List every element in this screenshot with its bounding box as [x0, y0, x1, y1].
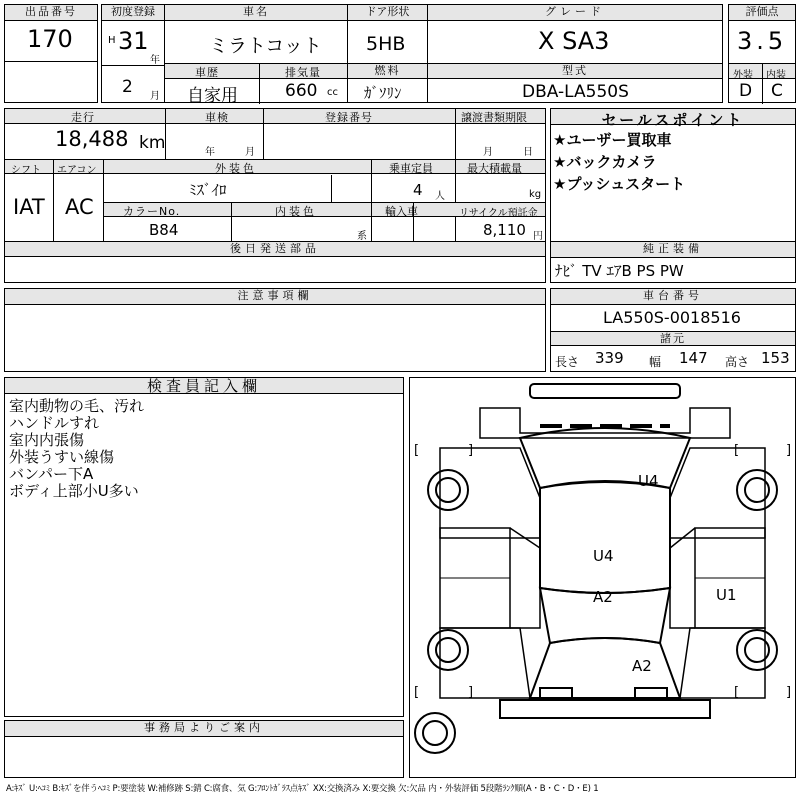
- insp-year-unit: 年: [205, 147, 215, 158]
- damage-mark: U1: [716, 586, 737, 604]
- int-color-unit: 系: [357, 231, 367, 242]
- len-value: 339: [595, 349, 624, 367]
- displacement-value: 660: [285, 81, 318, 101]
- mileage-unit: km: [139, 133, 166, 153]
- later-parts-box: [4, 241, 546, 283]
- svg-text:]: ]: [468, 443, 474, 458]
- first-reg-label: 初度登録: [102, 5, 164, 21]
- car-diagram: [409, 377, 796, 778]
- inspector-box: [4, 377, 404, 717]
- door-value: 5HB: [366, 33, 406, 55]
- ext-score: D: [739, 81, 753, 101]
- model-label: 型式: [428, 64, 722, 79]
- svg-text:]: ]: [786, 443, 792, 458]
- transfer-label: 譲渡書類期限: [461, 111, 527, 124]
- capacity-unit: 人: [435, 191, 445, 202]
- import-label: 輸入車: [385, 205, 418, 218]
- equipment-label: 純正装備: [551, 242, 795, 258]
- office-box: [4, 720, 404, 778]
- svg-text:]: ]: [468, 685, 474, 700]
- int-color-label: 内装色: [275, 205, 317, 218]
- car-name-label: 車名: [165, 5, 347, 21]
- aircon-value: AC: [65, 195, 94, 219]
- recycle-label: リサイクル預託金: [459, 208, 538, 219]
- history-label: 車歴: [195, 66, 219, 79]
- inspector-note: 室内内張傷: [9, 431, 85, 449]
- displacement-label: 排気量: [285, 66, 321, 79]
- month-unit: 月: [150, 91, 160, 102]
- hgt-label: 高さ: [725, 355, 750, 369]
- mileage-label: 走行: [71, 111, 95, 124]
- damage-mark: U4: [593, 547, 614, 565]
- int-label: 内装: [766, 70, 786, 81]
- svg-text:]: ]: [786, 685, 792, 700]
- later-parts-label: 後日発送部品: [5, 242, 545, 257]
- inspection-label: 車検: [205, 111, 229, 124]
- score-box: [728, 4, 796, 103]
- details-box: [4, 108, 546, 242]
- ext-color-label: 外装色: [215, 162, 257, 175]
- equipment-value: ﾅﾋﾞ TV ｴｱB PS PW: [555, 262, 684, 280]
- chassis-box: [550, 288, 796, 372]
- sales-point-item: ★バックカメラ: [553, 153, 657, 171]
- inspector-label: 検査員記入欄: [5, 378, 403, 394]
- inspector-note: 外装うすい線傷: [9, 448, 115, 466]
- recycle-value: 8,110: [483, 221, 526, 239]
- lot-label: 出品番号: [5, 5, 97, 21]
- shift-label: シフト: [11, 165, 41, 176]
- first-reg-box: [101, 4, 165, 103]
- wid-label: 幅: [649, 355, 662, 369]
- sales-points-label: セールスポイント: [551, 109, 795, 125]
- car-name-box: [164, 4, 348, 106]
- fuel-label: 燃料: [348, 64, 427, 79]
- equipment-box: [550, 241, 796, 283]
- fuel-value: ｶﾞｿﾘﾝ: [364, 84, 402, 102]
- car-diagram-svg: [410, 378, 795, 777]
- chassis-label: 車台番号: [551, 289, 795, 305]
- wid-value: 147: [679, 349, 708, 367]
- door-label: ドア形状: [348, 5, 427, 21]
- insp-month-unit: 月: [245, 147, 255, 158]
- car-name: ミラトコット: [209, 35, 322, 57]
- inspector-note: ボディ上部小U多い: [9, 482, 139, 500]
- transfer-month-unit: 月: [483, 147, 493, 158]
- reg-year: 31: [118, 27, 149, 55]
- legend: A:ｷｽﾞ U:ﾍｺﾐ B:ｷｽﾞを伴うﾍｺﾐ P:要塗装 W:補修跡 S:錆 C:腐食、気 G:ﾌﾛﾝﾄｶﾞﾗｽ点ｷｽﾞ XX:交換済み X:要交換 欠:欠品 内・外装評価 5段階ﾗﾝｸ順(A・B・C・D・E) 1: [6, 784, 599, 794]
- lot-box: [4, 4, 98, 62]
- inspector-note: バンパー下A: [9, 465, 94, 483]
- svg-text:[: [: [734, 443, 740, 458]
- sales-point-item: ★ユーザー買取車: [553, 131, 672, 149]
- inspector-note: ハンドルすれ: [9, 414, 100, 432]
- svg-text:[: [: [734, 685, 740, 700]
- lot-number: 170: [27, 25, 73, 53]
- color-no-value: B84: [149, 221, 179, 239]
- lot-spacer: [4, 61, 98, 103]
- score-label: 評価点: [729, 5, 795, 21]
- year-unit: 年: [150, 55, 160, 66]
- door-box: [347, 4, 428, 103]
- hgt-value: 153: [761, 349, 790, 367]
- grade-label: グレード: [428, 5, 722, 21]
- shift-value: IAT: [13, 195, 45, 219]
- chassis-value: LA550S-0018516: [603, 308, 741, 327]
- mileage-value: 18,488: [55, 127, 129, 151]
- office-label: 事務局よりご案内: [5, 721, 403, 737]
- model-value: DBA-LA550S: [522, 82, 629, 102]
- int-score: C: [771, 81, 783, 101]
- caution-label: 注意事項欄: [5, 289, 545, 305]
- history-value: 自家用: [187, 86, 238, 106]
- sales-points-box: [550, 108, 796, 242]
- reg-no-label: 登録番号: [325, 111, 373, 124]
- recycle-unit: 円: [533, 231, 543, 242]
- transfer-day-unit: 日: [523, 147, 533, 158]
- damage-mark: A2: [593, 588, 613, 606]
- inspector-note: 室内動物の毛、汚れ: [9, 397, 145, 415]
- svg-text:[: [: [414, 685, 420, 700]
- len-label: 長さ: [555, 355, 580, 369]
- aircon-label: エアコン: [57, 165, 97, 176]
- max-load-label: 最大積載量: [467, 162, 522, 175]
- max-load-unit: kg: [529, 189, 542, 200]
- dims-label: 諸元: [551, 332, 795, 346]
- damage-mark: A2: [632, 657, 652, 675]
- grade-box: [427, 4, 723, 103]
- grade-value: X SA3: [538, 27, 610, 55]
- ext-color-value: ﾐｽﾞｲﾛ: [189, 181, 227, 199]
- era: H: [108, 35, 116, 46]
- score-value: 3.5: [737, 27, 788, 55]
- color-no-label: カラーNo.: [123, 205, 181, 218]
- damage-mark: U4: [638, 472, 659, 490]
- caution-box: [4, 288, 546, 372]
- sales-point-item: ★プッシュスタート: [553, 175, 686, 193]
- reg-month: 2: [122, 77, 133, 97]
- capacity-label: 乗車定員: [389, 162, 433, 175]
- capacity-value: 4: [413, 181, 423, 199]
- svg-text:[: [: [414, 443, 420, 458]
- ext-label: 外装: [733, 70, 753, 81]
- displacement-unit: cc: [327, 87, 338, 98]
